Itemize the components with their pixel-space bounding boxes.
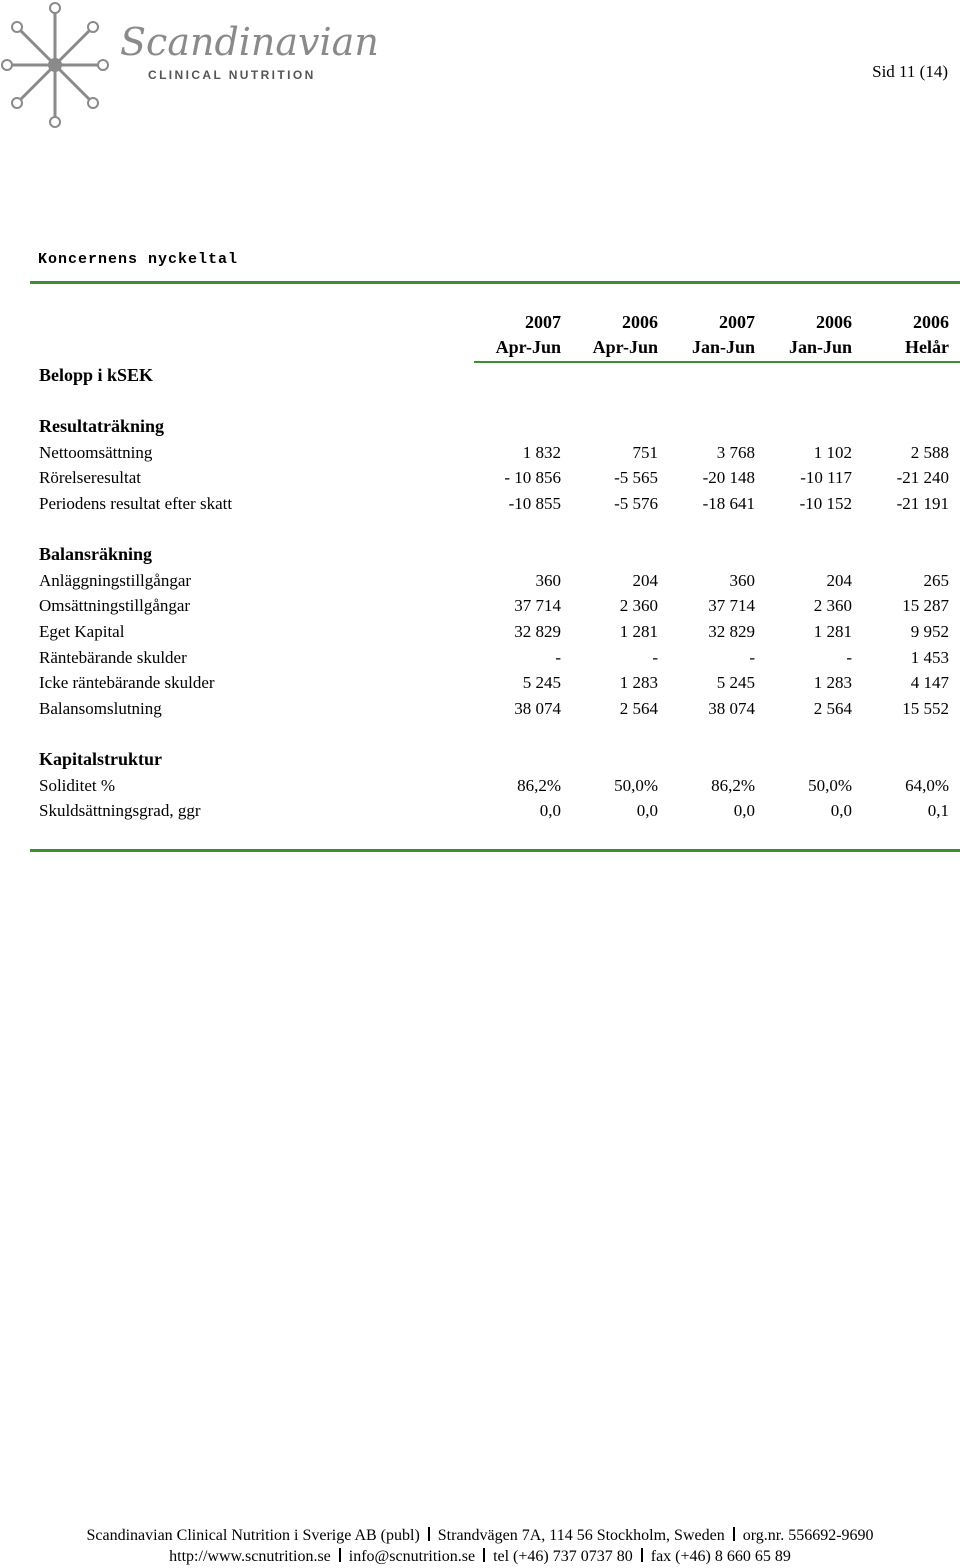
table-cell: 4 147 — [910, 673, 949, 693]
table-cell: 0,0 — [830, 801, 852, 821]
table-cell: 38 074 — [708, 698, 755, 718]
table-row — [30, 491, 960, 517]
column-period: Helår — [862, 335, 960, 362]
table-row — [30, 440, 960, 466]
section-title: Koncernens nyckeltal — [38, 251, 239, 268]
row-label: Soliditet % — [39, 775, 116, 795]
table-cell: 15 287 — [902, 596, 949, 616]
table-cell: -5 565 — [614, 468, 658, 488]
row-label: Skuldsättningsgrad, ggr — [39, 801, 201, 821]
table-cell: 751 — [632, 442, 658, 462]
table-cell: 0,0 — [733, 801, 755, 821]
table-cell: - — [652, 647, 658, 667]
header-row-period — [30, 335, 960, 362]
table-cell: - 10 856 — [504, 468, 561, 488]
footer-orgnr: org.nr. 556692-9690 — [742, 1527, 874, 1544]
table-cell: 1 281 — [619, 622, 658, 642]
row-label: Anläggningstillgångar — [39, 570, 192, 590]
footer-line-company — [0, 1525, 960, 1546]
scandinavian-clinical-nutrition-logo — [0, 0, 379, 130]
row-label: Balansomslutning — [39, 698, 162, 718]
column-period: Apr-Jun — [474, 335, 571, 362]
section-header-row — [30, 414, 960, 440]
table-cell: 360 — [535, 570, 561, 590]
table-cell: 1 281 — [813, 622, 852, 642]
column-period: Jan-Jun — [668, 335, 765, 362]
table-cell: 37 714 — [514, 596, 561, 616]
table-cell: 1 832 — [522, 442, 561, 462]
table-cell: -10 152 — [799, 494, 852, 514]
section-heading: Kapitalstruktur — [39, 748, 163, 769]
table-cell: 1 283 — [619, 673, 658, 693]
bottom-rule — [30, 851, 960, 878]
table-cell: 86,2% — [517, 775, 561, 795]
footer-line-contact — [0, 1546, 960, 1567]
svg-text:Scandinavian: Scandinavian — [120, 20, 379, 64]
table-cell: 2 564 — [619, 698, 658, 718]
column-year: 2006 — [622, 311, 658, 332]
table-cell: 0,0 — [636, 801, 658, 821]
table-cell: 1 102 — [813, 442, 852, 462]
table-cell: -5 576 — [614, 494, 658, 514]
table-cell: -18 641 — [702, 494, 755, 514]
footer-fax: fax (+46) 8 660 65 89 — [650, 1548, 791, 1565]
table-cell: -20 148 — [702, 468, 755, 488]
table-cell: 204 — [826, 570, 852, 590]
table-row — [30, 696, 960, 722]
header-row-year — [30, 310, 960, 336]
column-year: 2007 — [719, 311, 755, 332]
unit-label: Belopp i kSEK — [39, 364, 154, 385]
top-rule — [30, 283, 960, 310]
section-heading: Balansräkning — [39, 544, 153, 565]
table-cell: 5 245 — [716, 673, 755, 693]
footer-address: Strandvägen 7A, 114 56 Stockholm, Sweden — [437, 1527, 725, 1544]
table-cell: 37 714 — [708, 596, 755, 616]
table-row — [30, 644, 960, 670]
table-cell: -10 855 — [508, 494, 561, 514]
column-period: Apr-Jun — [571, 335, 668, 362]
table-cell: 2 360 — [619, 596, 658, 616]
table-cell: 2 564 — [813, 698, 852, 718]
column-period: Jan-Jun — [765, 335, 862, 362]
column-year: 2006 — [816, 311, 852, 332]
table-cell: 50,0% — [614, 775, 658, 795]
table-cell: 38 074 — [514, 698, 561, 718]
row-label: Räntebärande skulder — [39, 647, 187, 667]
section-header-row — [30, 747, 960, 773]
row-label: Icke räntebärande skulder — [39, 673, 215, 693]
row-label: Rörelseresultat — [39, 468, 141, 488]
row-label: Omsättningstillgångar — [39, 596, 191, 616]
table-cell: -21 240 — [896, 468, 949, 488]
row-label: Periodens resultat efter skatt — [39, 494, 233, 514]
table-cell: 32 829 — [708, 622, 755, 642]
table-cell: 32 829 — [514, 622, 561, 642]
section-header-row — [30, 542, 960, 568]
column-year: 2006 — [913, 311, 949, 332]
table-cell: -21 191 — [896, 494, 949, 514]
header-row-unit — [30, 362, 960, 389]
table-cell: 0,1 — [927, 801, 949, 821]
table-row — [30, 670, 960, 696]
row-label: Eget Kapital — [39, 622, 125, 642]
footer-phone: tel (+46) 737 0737 80 — [493, 1548, 633, 1565]
table-cell: 265 — [923, 570, 949, 590]
svg-text:CLINICAL NUTRITION: CLINICAL NUTRITION — [148, 68, 316, 82]
table-cell: 9 952 — [910, 622, 949, 642]
table-cell: 3 768 — [716, 442, 755, 462]
table-row — [30, 593, 960, 619]
table-row — [30, 772, 960, 798]
key-figures-table — [30, 281, 960, 878]
table-cell: 2 588 — [910, 442, 949, 462]
footer-company: Scandinavian Clinical Nutrition i Sverige AB (publ) — [86, 1527, 420, 1544]
table-cell: 50,0% — [808, 775, 852, 795]
table-cell: - — [555, 647, 561, 667]
table-cell: 360 — [729, 570, 755, 590]
table-cell: - — [749, 647, 755, 667]
table-row — [30, 568, 960, 594]
footer-email-link[interactable]: info@scnutrition.se — [348, 1548, 476, 1565]
table-cell: 5 245 — [522, 673, 561, 693]
row-label: Nettoomsättning — [39, 442, 153, 462]
table-cell: 86,2% — [711, 775, 755, 795]
table-cell: 1 453 — [910, 647, 949, 667]
table-cell: 15 552 — [902, 698, 949, 718]
table-cell: -10 117 — [800, 468, 852, 488]
table-cell: - — [846, 647, 852, 667]
table-row — [30, 465, 960, 491]
footer-website-link[interactable]: http://www.scnutrition.se — [169, 1548, 331, 1565]
table-cell: 0,0 — [539, 801, 561, 821]
page-number: Sid 11 (14) — [872, 62, 948, 81]
column-year: 2007 — [525, 311, 561, 332]
table-row — [30, 619, 960, 645]
table-cell: 1 283 — [813, 673, 852, 693]
footer — [0, 1525, 960, 1567]
section-heading: Resultaträkning — [39, 416, 165, 437]
table-cell: 64,0% — [905, 775, 949, 795]
table-row — [30, 798, 960, 824]
table-cell: 2 360 — [813, 596, 852, 616]
table-cell: 204 — [632, 570, 658, 590]
